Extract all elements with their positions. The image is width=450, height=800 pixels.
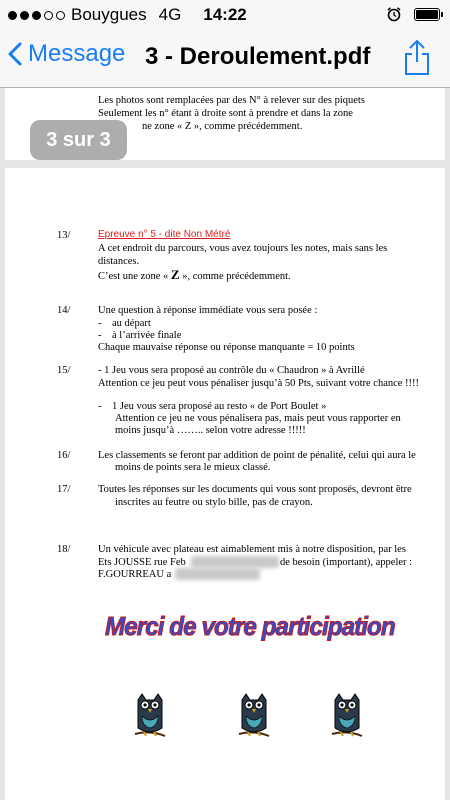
- status-bar: [0, 0, 450, 30]
- navigation-bar: [0, 30, 450, 88]
- closing-wordart: Merci de votre participation: [105, 611, 395, 641]
- item-number: 18/: [57, 544, 71, 555]
- network-type: 4G: [158, 5, 182, 24]
- item-number: 17/: [57, 484, 71, 495]
- item-number: 16/: [57, 450, 71, 461]
- redacted-text: [191, 556, 279, 568]
- doc-line: Les classements se feront par addition de point de pénalité, celui qui aura le: [98, 450, 416, 461]
- doc-line: inscrites au feutre ou stylo bille, pas de crayon.: [115, 497, 313, 508]
- doc-line: Attention ce jeu peut vous pénaliser jusqu’à 50 Pts, suivant votre chance !!!!: [98, 378, 420, 389]
- doc-line: - 1 Jeu vous sera proposé au contrôle du « Chaudron » à Avrillé: [98, 365, 365, 376]
- document-title: 3 - Deroulement.pdf: [145, 43, 371, 70]
- doc-bullet: - au départ: [98, 318, 151, 329]
- epreuve-title: Epreuve n° 5 - dite Non Métré: [98, 229, 231, 240]
- doc-line: Une question à réponse immédiate vous sera posée :: [98, 305, 318, 316]
- status-right: [386, 6, 440, 22]
- doc-line: moins de points sera le mieux classé.: [115, 462, 271, 473]
- carrier-name: Bouygues: [71, 5, 147, 24]
- doc-line: Attention ce jeu ne vous pénalisera pas, mais peut vous rapporter en: [115, 413, 401, 424]
- owl-icon: [132, 692, 168, 742]
- page-indicator: 3 sur 3: [30, 120, 127, 160]
- doc-line: Seulement les n° étant à droite sont à prendre et dans la zone: [98, 108, 353, 119]
- doc-line: Les photos sont remplacées par des N° à relever sur des piquets: [98, 95, 365, 106]
- doc-line: de besoin (important), appeler :: [280, 557, 413, 568]
- alarm-clock-icon: [386, 6, 402, 22]
- doc-line: Ets JOUSSE rue Feb: [98, 557, 186, 568]
- owl-icon: [236, 692, 272, 742]
- doc-line: Un véhicule avec plateau est aimablement mis à notre disposition, par les: [98, 544, 406, 555]
- item-number: 13/: [57, 230, 71, 241]
- pdf-page-3[interactable]: [5, 168, 445, 800]
- doc-bullet: - à l’arrivée finale: [98, 330, 182, 341]
- doc-line: distances.: [98, 256, 140, 267]
- doc-line: C’est une zone « Z », comme précédemment.: [98, 267, 291, 282]
- back-button[interactable]: [8, 40, 125, 68]
- doc-line: A cet endroit du parcours, vous avez toujours les notes, mais sans les: [98, 243, 388, 254]
- doc-line: F.GOURREAU a: [98, 569, 172, 580]
- status-time: 14:22: [203, 5, 247, 24]
- doc-line: Chaque mauvaise réponse ou réponse manquante = 10 points: [98, 342, 355, 353]
- redacted-text: [175, 568, 260, 580]
- back-label: Message: [28, 40, 126, 67]
- item-number: 15/: [57, 365, 71, 376]
- doc-bullet: - 1 Jeu vous sera proposé au resto « de Port Boulet »: [98, 401, 327, 412]
- battery-icon: [414, 8, 440, 21]
- item-number: 14/: [57, 305, 71, 316]
- chevron-left-icon: [8, 42, 22, 66]
- owl-icon: [329, 692, 365, 742]
- doc-line: Toutes les réponses sur les documents qui vous sont proposés, devront être: [98, 484, 412, 495]
- doc-line: ne zone « Z », comme précédemment.: [142, 121, 303, 132]
- doc-line: moins jusqu’à …….. selon votre adresse !!!!!: [115, 425, 306, 436]
- share-icon[interactable]: [404, 38, 430, 76]
